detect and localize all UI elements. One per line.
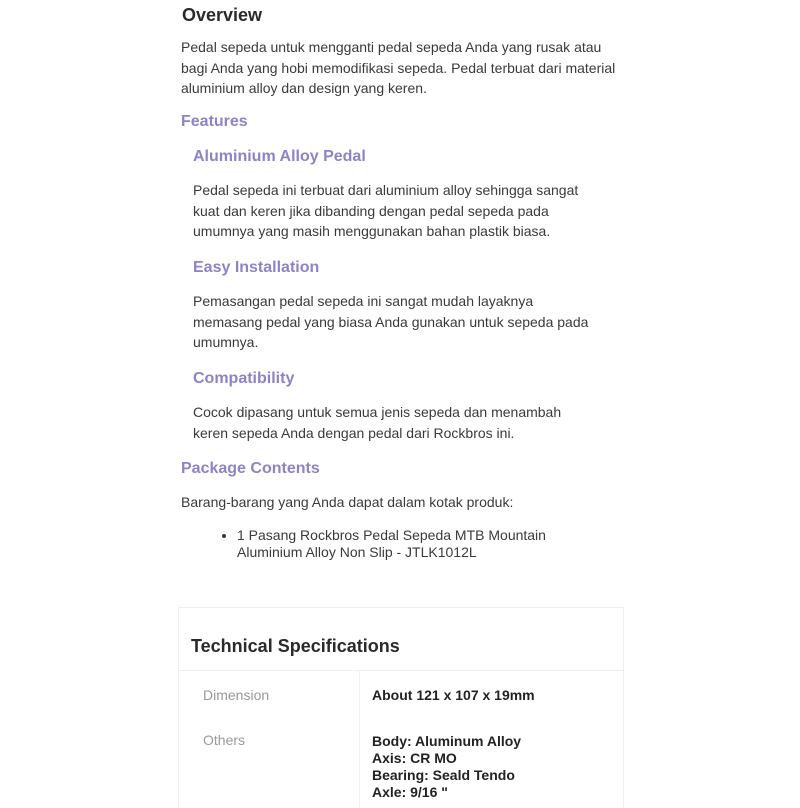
divider (179, 670, 623, 671)
spec-label: Dimension (203, 687, 270, 703)
feature-text: Pemasangan pedal sepeda ini sangat mudah layaknya memasang pedal yang biasa Anda gunakan untuk sepeda pada umumnya. (193, 293, 589, 350)
specs-card (178, 607, 624, 808)
feature-text: Cocok dipasang untuk semua jenis sepeda dan menambah keren sepeda Anda dengan pedal dari Rockbros ini. (193, 404, 562, 441)
feature-title: Easy Installation (193, 259, 320, 276)
overview-text: Pedal sepeda untuk mengganti pedal sepeda Anda yang rusak atau bagi Anda yang hobi memodifikasi sepeda. Pedal terbuat dari material aluminium alloy dan design yang keren. (181, 39, 616, 96)
spec-value-line: Axis: CR MO (372, 750, 457, 766)
feature-title: Aluminium Alloy Pedal (193, 148, 366, 165)
spec-value: About 121 x 107 x 19mm (372, 687, 535, 703)
specs-title: Technical Specifications (191, 636, 400, 656)
package-item: • 1 Pasang Rockbros Pedal Sepeda MTB Mountain Aluminium Alloy Non Slip - JTLK1012L (237, 527, 577, 561)
feature-text: Pedal sepeda ini terbuat dari aluminium alloy sehingga sangat kuat dan keren jika dibanding dengan pedal sepeda pada umumnya yang masih menggunakan bahan plastik biasa. (193, 182, 579, 239)
spec-value-line: Bearing: Seald Tendo (372, 767, 515, 783)
package-list (199, 527, 577, 561)
features-title: Features (181, 113, 248, 130)
spec-value (372, 733, 521, 801)
feature-title: Compatibility (193, 370, 295, 387)
spec-value-line: Axle: 9/16 " (372, 784, 448, 800)
spec-label: Others (203, 732, 246, 748)
overview-title: Overview (182, 5, 263, 25)
divider (359, 671, 360, 808)
package-title: Package Contents (181, 460, 320, 477)
package-text: Barang-barang yang Anda dapat dalam kotak produk: (181, 494, 514, 510)
spec-value-line: Body: Aluminum Alloy (372, 733, 522, 749)
